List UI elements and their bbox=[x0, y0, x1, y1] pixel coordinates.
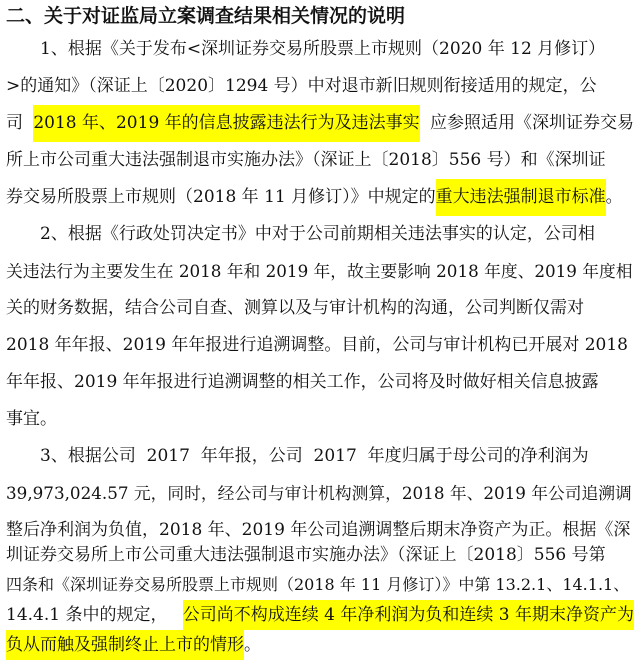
text-segment: 应参照适用《深圳证券交易 bbox=[430, 113, 634, 133]
text-segment: 整后净利润为负值，2018 年、2019 年公司追溯调整后期末净资产为正。根据《深 bbox=[6, 520, 631, 540]
text-segment: 关违法行为主要发生在 2018 年和 2019 年，故主要影响 2018 年度、2019 年度相 bbox=[6, 261, 633, 281]
paragraph-1-line-2 bbox=[6, 68, 634, 105]
highlighted-text: 公司尚不构成连续 4 年净利润为负和连续 3 年期末净资产为 bbox=[183, 600, 634, 630]
highlighted-text: 负从而触及强制终止上市的情形 bbox=[6, 630, 244, 660]
text-segment: 圳证券交易所上市公司重大违法强制退市实施办法》（深证上〔2018〕556 号第 bbox=[6, 545, 606, 565]
paragraph-2-line-4 bbox=[6, 327, 634, 364]
text-segment: >的通知》（深证上〔2020〕1294 号）中对退市新旧规则衔接适用的规定，公 bbox=[6, 76, 597, 96]
text-segment: 所上市公司重大违法强制退市实施办法》（深证上〔2018〕556 号）和《深圳证 bbox=[6, 150, 606, 170]
paragraph-1-line-3 bbox=[6, 105, 634, 142]
text-segment: 。 bbox=[244, 635, 261, 655]
text-segment: 事宜。 bbox=[6, 409, 57, 429]
paragraph-1-line-5 bbox=[6, 179, 634, 216]
text-segment: 。 bbox=[605, 187, 623, 207]
text-segment: 四条和《深圳证券交易所股票上市规则（2018 年 11 月修订）》中第 13.2.1、14.1.1、 bbox=[6, 575, 630, 594]
text-segment: 2、根据《行政处罚决定书》中对于公司前期相关违法事实的认定，公司相 bbox=[40, 224, 595, 244]
text-segment: 券交易所股票上市规则（2018 年 11 月修订）》中规定的 bbox=[6, 187, 436, 207]
highlighted-text: 2018 年、2019 年的信息披露违法行为及违法事实 bbox=[33, 105, 419, 142]
section-heading: 二、关于对证监局立案调查结果相关情况的说明 bbox=[6, 5, 406, 27]
paragraph-1-line-4 bbox=[6, 142, 634, 179]
text-segment: 1、根据《关于发布<深圳证券交易所股票上市规则（2020 年 12 月修订） bbox=[40, 39, 606, 59]
paragraph-2-line-3 bbox=[6, 290, 634, 327]
paragraph-3-line-4 bbox=[6, 537, 634, 574]
paragraph-2-line-5 bbox=[6, 364, 634, 401]
text-segment: 2018 年年报、2019 年年报进行追溯调整。目前，公司与审计机构已开展对 2018 bbox=[6, 335, 629, 355]
paragraph-1-line-1 bbox=[6, 31, 634, 68]
text-segment: 年年报、2019 年年报进行追溯调整的相关工作，公司将及时做好相关信息披露 bbox=[6, 372, 599, 392]
paragraph-3-line-2 bbox=[6, 475, 634, 512]
paragraph-3-line-1 bbox=[6, 438, 634, 475]
paragraph-2-line-6 bbox=[6, 401, 634, 438]
text-segment: 关的财务数据，结合公司自查、测算以及与审计机构的沟通，公司判断仅需对 bbox=[6, 298, 584, 318]
text-segment: 14.4.1 条中的规定， bbox=[6, 605, 168, 625]
text-segment: 3、根据公司 2017 年年报，公司 2017 年度归属于母公司的净利润为 bbox=[40, 446, 589, 466]
text-segment: 司 bbox=[6, 113, 23, 133]
paragraph-3-line-5 bbox=[6, 570, 634, 600]
paragraph-2-line-2 bbox=[6, 253, 634, 290]
text-segment: 39,973,024.57 元，同时，经公司与审计机构测算，2018 年、2019 年公司追溯调 bbox=[6, 483, 632, 503]
highlighted-text: 重大违法强制退市标准 bbox=[436, 179, 606, 216]
paragraph-2-line-1 bbox=[6, 216, 634, 253]
